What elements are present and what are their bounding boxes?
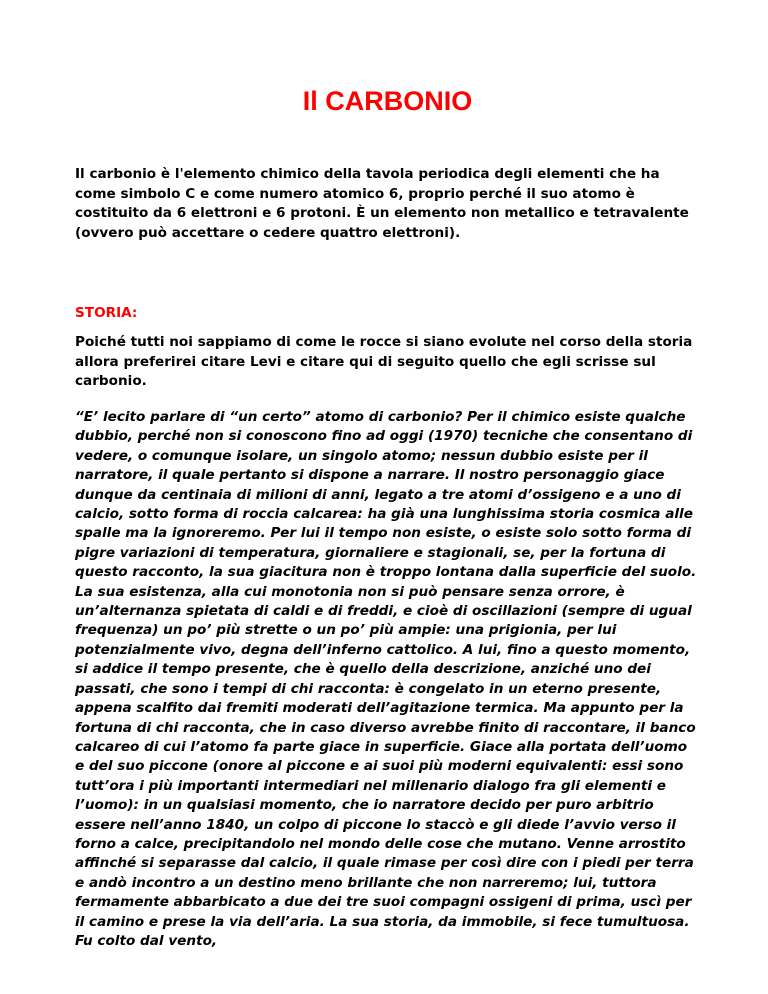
quote-paragraph: “E’ lecito parlare di “un certo” atomo di carbonio? Per il chimico esiste qualche dubbio, perché non si conoscono fino ad oggi (1970) tecniche che consentano di vedere, o comunque isolare, un singolo atomo; nessun dubbio esiste per il narratore, il quale pertanto si dispone a narrare. Il nostro personaggio giace dunque da centinaia di milioni di anni, legato a tre atomi d’ossigeno e a uno di calcio, sotto forma di roccia calcarea: ha già una lunghissima storia cosmica alle spalle ma la ignoreremo. Per lui il tempo non esiste, o esiste solo sotto forma di pigre variazioni di temperatura, giornaliere e stagionali, se, per la fortuna di questo racconto, la sua giacitura non è troppo lontana dalla superficie del suolo. La sua esistenza, alla cui monotonia non si può pensare senza orrore, è un’alternanza spietata di caldi e di freddi, e cioè di oscillazioni (sempre di ugual frequenza) un po’ più strette o un po’ più ampie: una prigionia, per lui potenzialmente vivo, degna dell’inferno cattolico. A lui, fino a questo momento, si addice il tempo presente, che è quello della descrizione, anziché uno dei passati, che sono i tempi di chi racconta: è congelato in un eterno presente, appena scalfito dai fremiti moderati dell’agitazione termica. Ma appunto per la fortuna di chi racconta, che in caso diverso avrebbe finito di raccontare, il banco calcareo di cui l’atomo fa parte giace in superficie. Giace alla portata dell’uomo e del suo piccone (onore al piccone e ai suoi più moderni equivalenti: essi sono tutt’ora i più importanti intermediari nel millenario dialogo fra gli elementi e l’uomo): in un qualsiasi momento, che io narratore decido per puro arbitrio essere nell’anno 1840, un colpo di piccone lo staccò e gli diede l’avvio verso il forno a calce, precipitandolo nel mondo delle cose che mutano. Venne arrostito affinché si separasse dal calcio, il quale rimase per così dire con i piedi per terra e andò incontro a un destino meno brillante che non narreremo; lui, tuttora fermamente abbarbicato a due dei tre suoi compagni ossigeni di prima, uscì per il camino e prese la via dell’aria. La sua storia, da immobile, si fece tumultuosa. Fu colto dal vento, [75,409,697,949]
page-title: Il CARBONIO [302,86,473,116]
section-paragraph: Poiché tutti noi sappiamo di come le rocce si siano evolute nel corso della storia allora preferirei citare Levi e citare qui di seguito quello che egli scrisse sul carbonio. [75,334,693,390]
intro-paragraph: Il carbonio è l'elemento chimico della tavola periodica degli elementi che ha come simbolo C e come numero atomico 6, proprio perché il suo atomo è costituito da 6 elettroni e 6 protoni. È un elemento non metallico e tetravalente (ovvero può accettare o cedere quattro elettroni). [75,166,689,241]
section-heading: STORIA: [75,305,138,321]
